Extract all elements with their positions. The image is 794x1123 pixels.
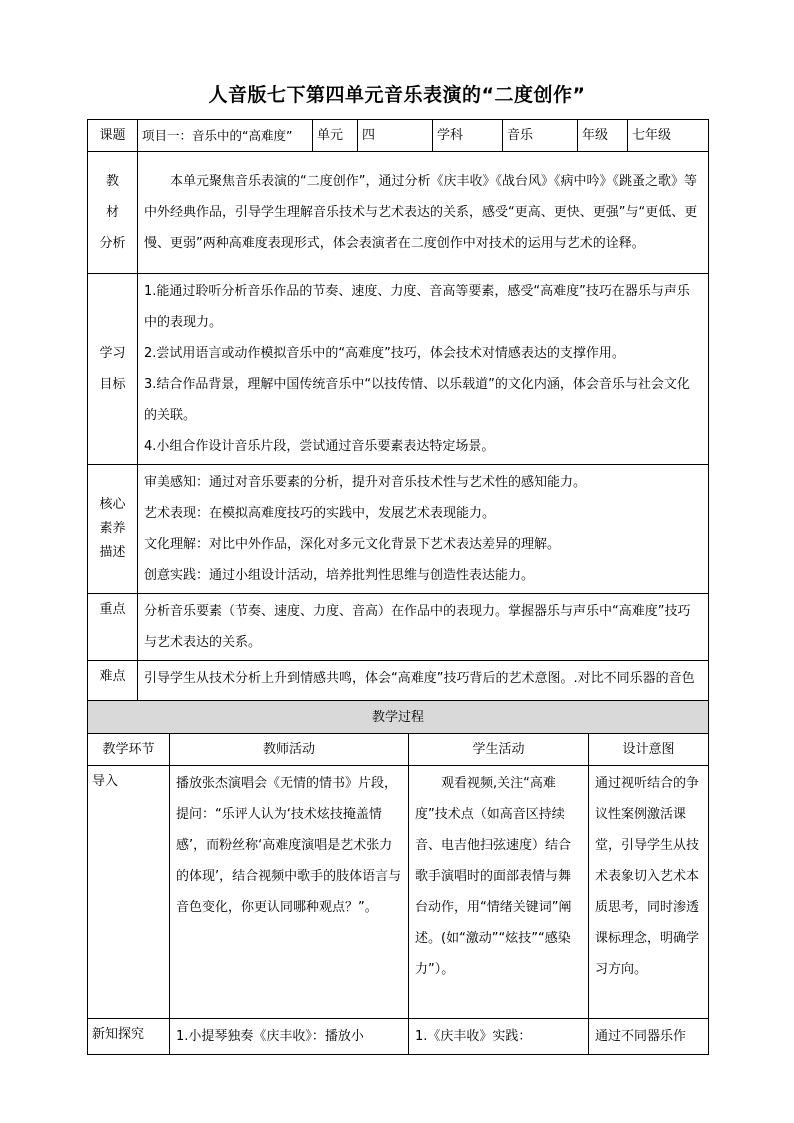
table-row [88,766,709,1019]
process-title: 教学过程 [88,701,709,734]
literacy-cell [138,465,709,594]
header-teacher: 教师活动 [170,734,409,766]
topic-value: 项目一：音乐中的“高难度” [138,120,313,152]
goals-cell [138,274,709,465]
goals-label-text: 学习目标 [99,346,126,392]
unit-value: 四 [358,120,433,152]
literacy-item: 审美感知：通过对音乐要素的分析，提升对音乐技术性与艺术性的感知能力。 [144,475,587,490]
student-cell: 1.《庆丰收》实践： [409,1019,589,1055]
header-stage: 教学环节 [88,734,170,766]
subject-label: 学科 [433,120,503,152]
key-label: 重点 [88,594,138,661]
goal-item: 1.能通过聆听分析音乐作品的节奏、速度、力度、音高等要素，感受“高难度”技巧在器乐与声乐中的表现力。 [144,284,690,330]
key-text: 分析音乐要素（节奏、速度、力度、音高）在作品中的表现力。掌握器乐与声乐中“高难度”技巧与艺术表达的关系。 [138,594,709,661]
intent-cell: 通过视听结合的争议性案例激活课堂，引导学生从技术表象切入艺术本质思考，同时渗透课标理念，明确学习方向。 [589,766,709,1019]
literacy-item: 创意实践：通过小组设计活动，培养批判性思维与创造性表达能力。 [144,568,535,583]
intent-cell: 通过不同器乐作 [589,1019,709,1055]
goal-item: 3.结合作品背景，理解中国传统音乐中“以技传情、以乐载道”的文化内涵，体会音乐与社会文化的关联。 [144,377,690,423]
lesson-info-table [87,119,709,728]
literacy-item: 艺术表现：在模拟高难度技巧的实践中，发展艺术表现能力。 [144,506,496,521]
info-row [88,120,709,152]
teacher-cell: 1.小提琴独奏《庆丰收》：播放小 [170,1019,409,1055]
header-student: 学生活动 [409,734,589,766]
process-header-row [88,734,709,766]
literacy-item: 文化理解：对比中外作品，深化对多元文化背景下艺术表达差异的理解。 [144,537,561,552]
key-row [88,594,709,661]
unit-label: 单元 [313,120,358,152]
subject-value: 音乐 [503,120,578,152]
goals-label [88,274,138,465]
grade-label: 年级 [578,120,628,152]
difficulty-label: 难点 [88,661,138,728]
goal-item: 4.小组合作设计音乐片段，尝试通过音乐要素表达特定场景。 [144,439,495,454]
teacher-cell: 播放张杰演唱会《无情的情书》片段，提问：“乐评人认为‘技术炫技掩盖情感’，而粉丝称‘高难度演唱是艺术张力的体现’，结合视频中歌手的肢体语言与音色变化，你更认同哪种观点？”。 [170,766,409,1019]
analysis-text: 本单元聚焦音乐表演的“二度创作”，通过分析《庆丰收》《战台风》《病中吟》《跳蚤之歌》等中外经典作品，引导学生理解音乐技术与艺术表达的关系，感受“更高、更快、更强”与“更低、更慢、更弱”两种高难度表现形式，体会表演者在二度创作中对技术的运用与艺术的诠释。 [138,152,709,274]
goals-row [88,274,709,465]
topic-label: 课题 [88,120,138,152]
stage-cell: 导入 [88,766,170,1019]
grade-value: 七年级 [628,120,709,152]
process-title-row [88,701,709,734]
analysis-row [88,152,709,274]
analysis-label [88,152,138,274]
analysis-label-text: 教 材 分析 [99,174,126,251]
table-row [88,1019,709,1055]
literacy-label [88,465,138,594]
goal-item: 2.尝试用语言或动作模拟音乐中的“高难度”技巧，体会技术对情感表达的支撑作用。 [144,346,625,361]
stage-cell: 新知探究 [88,1019,170,1055]
process-table [87,700,709,1055]
literacy-label-text: 核心素养描述 [99,497,126,560]
header-intent: 设计意图 [589,734,709,766]
document-title: 人音版七下第四单元音乐表演的“二度创作” [208,84,586,106]
literacy-row [88,465,709,594]
difficulty-text: 引导学生从技术分析上升到情感共鸣，体会“高难度”技巧背后的艺术意图。.对比不同乐器的音色 [138,661,709,728]
student-cell: 观看视频,关注“高难度”技术点（如高音区持续音、电吉他扫弦速度）结合歌手演唱时的面部表情与舞台动作，用“情绪关键词”阐述。(如“激动”“炫技”“感染力”）。 [409,766,589,1019]
